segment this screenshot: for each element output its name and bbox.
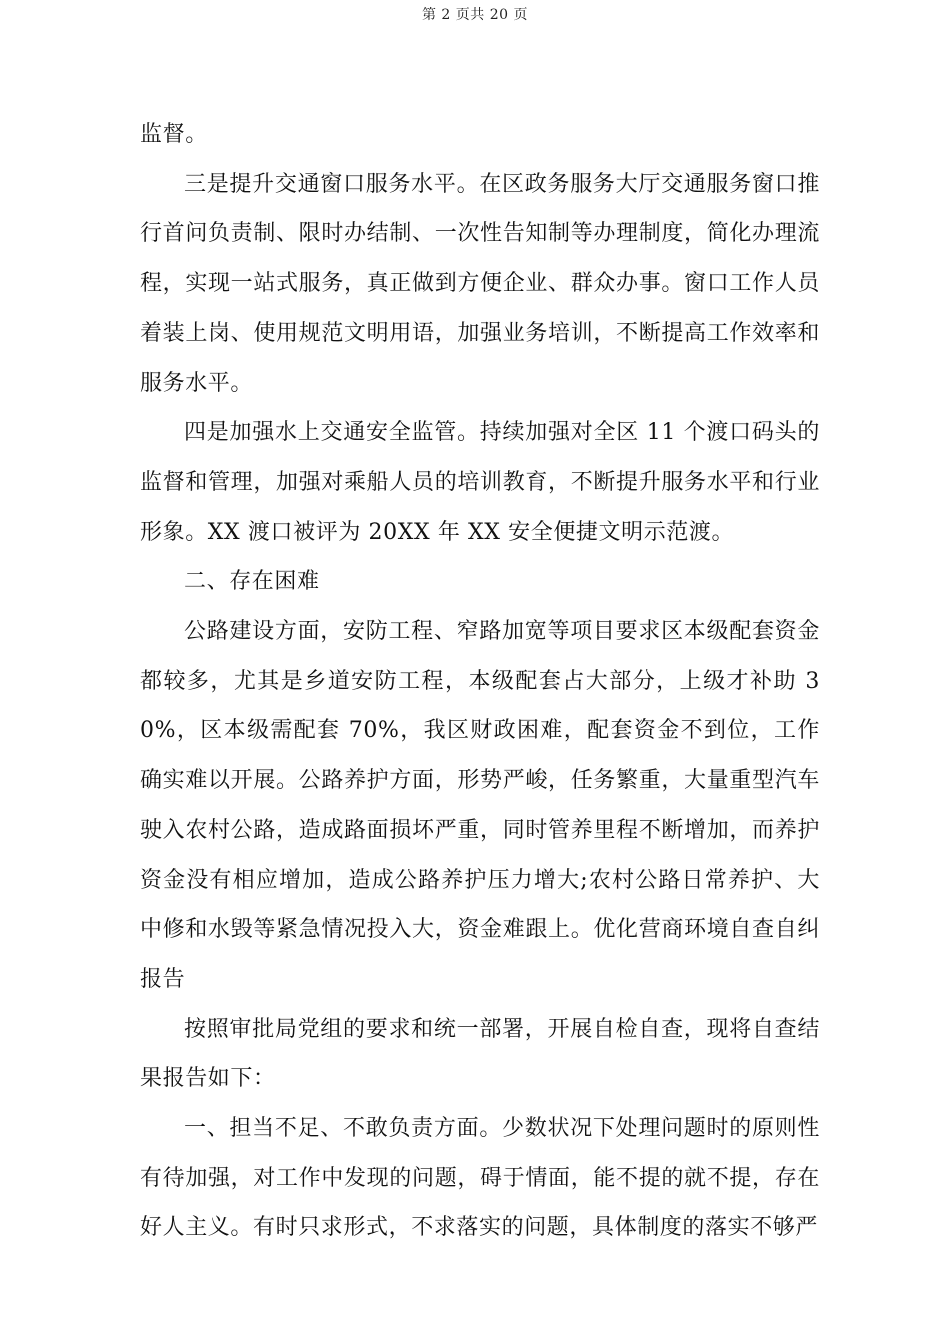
paragraph-6: 按照审批局党组的要求和统一部署，开展自检自查，现将自查结果报告如下： [140,1016,820,1092]
paragraph-2: 三是提升交通窗口服务水平。在区政务服务大厅交通服务窗口推行首问负责制、限时办结制、一次性告知制等办理制度，简化办理流程，实现一站式服务，真正做到方便企业、群众办事。窗口工作人员着装上岗、使用规范文明用语，加强业务培训，不断提高工作效率和服务水平。 [140,171,820,396]
page-number-header: 第 2 页共 20 页 [421,7,529,23]
paragraph-7: 一、担当不足、不敢负责方面。少数状况下处理问题时的原则性有待加强，对工作中发现的问题，碍于情面，能不提的就不提，存在好人主义。有时只求形式，不求落实的问题，具体制度的落实不够严 [140,1116,820,1241]
document-body [140,110,820,1253]
paragraph-5: 公路建设方面，安防工程、窄路加宽等项目要求区本级配套资金都较多，尤其是乡道安防工程，本级配套占大部分，上级才补助 30%，区本级需配套 70%，我区财政困难，配套资金不到位，工作确实难以开展。公路养护方面，形势严峻，任务繁重，大量重型汽车驶入农村公路，造成路面损坏严重，同时管养里程不断增加，而养护资金没有相应增加，造成公路养护压力增大;农村公路日常养护、大中修和水毁等紧急情况投入大，资金难跟上。优化营商环境自查自纠报告 [140,619,820,992]
paragraph-3: 四是加强水上交通安全监管。持续加强对全区 11 个渡口码头的监督和管理，加强对乘船人员的培训教育，不断提升服务水平和行业形象。XX 渡口被评为 20XX 年 XX 安全便捷文明示范渡。 [140,420,820,545]
section-heading-difficulties: 二、存在困难 [184,569,320,595]
paragraph-1: 监督。 [140,122,208,147]
